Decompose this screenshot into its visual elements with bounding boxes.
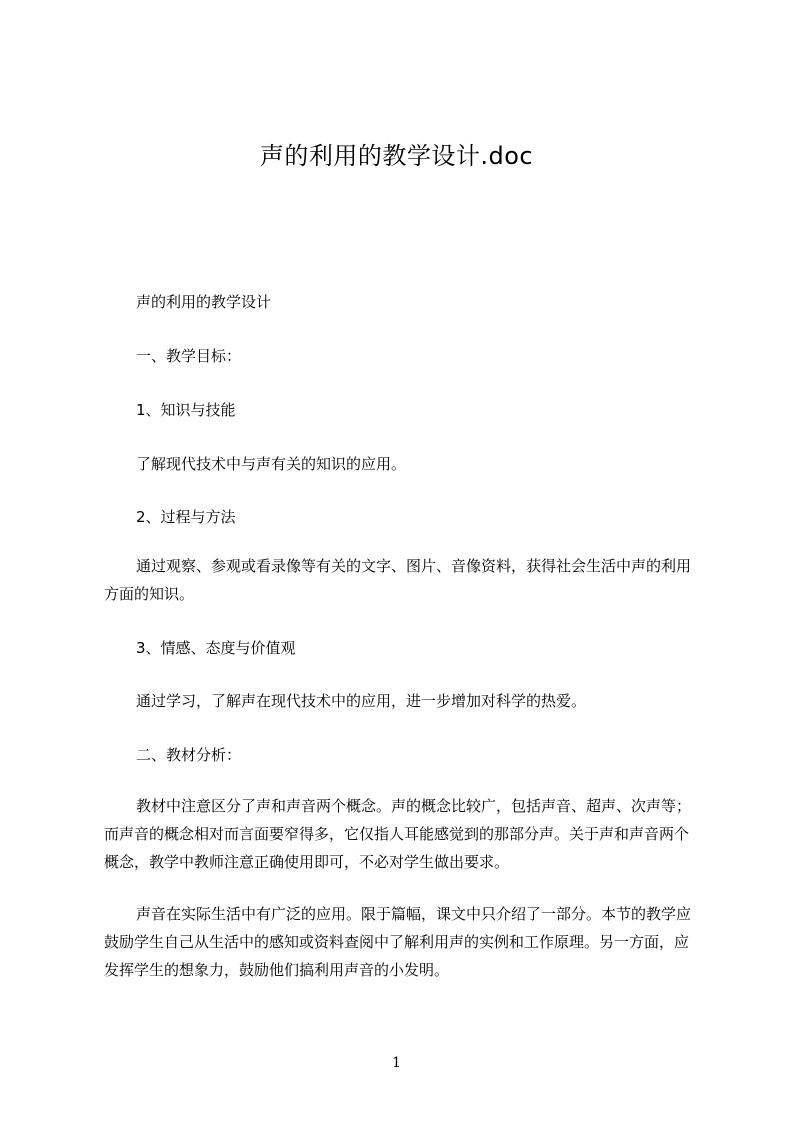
- page-number: 1: [392, 1055, 401, 1071]
- section-heading-analysis: 二、教材分析：: [136, 746, 242, 764]
- document-title: 声的利用的教学设计.doc: [259, 142, 534, 170]
- section-heading-objectives: 一、教学目标：: [136, 347, 242, 365]
- paragraph-attitude: 通过学习，了解声在现代技术中的应用，进一步增加对科学的热爱。: [136, 692, 587, 710]
- paragraph-heading: 声的利用的教学设计: [136, 293, 272, 311]
- subsection-heading-process: 2、过程与方法: [136, 508, 236, 526]
- paragraph-analysis-2: 声音在实际生活中有广泛的应用。限于篇幅，课文中只介绍了一部分。本节的教学应鼓励学生自己从生活中的感知或资料查阅中了解利用声的实例和工作原理。另一方面，应发挥学生的想象力，鼓励他们搞利用声音的小发明。: [104, 905, 692, 979]
- paragraph-knowledge: 了解现代技术中与声有关的知识的应用。: [136, 455, 407, 473]
- subsection-heading-knowledge: 1、知识与技能: [136, 401, 236, 419]
- paragraph-analysis-1: 教材中注意区分了声和声音两个概念。声的概念比较广，包括声音、超声、次声等；而声音的概念相对而言面要窄得多，它仅指人耳能感觉到的那部分声。关于声和声音两个概念，教学中教师注意正确使用即可，不必对学生做出要求。: [104, 797, 692, 871]
- paragraph-process: 通过观察、参观或看录像等有关的文字、图片、音像资料，获得社会生活中声的利用方面的知识。: [104, 557, 692, 603]
- subsection-heading-attitude: 3、情感、态度与价值观: [136, 639, 296, 657]
